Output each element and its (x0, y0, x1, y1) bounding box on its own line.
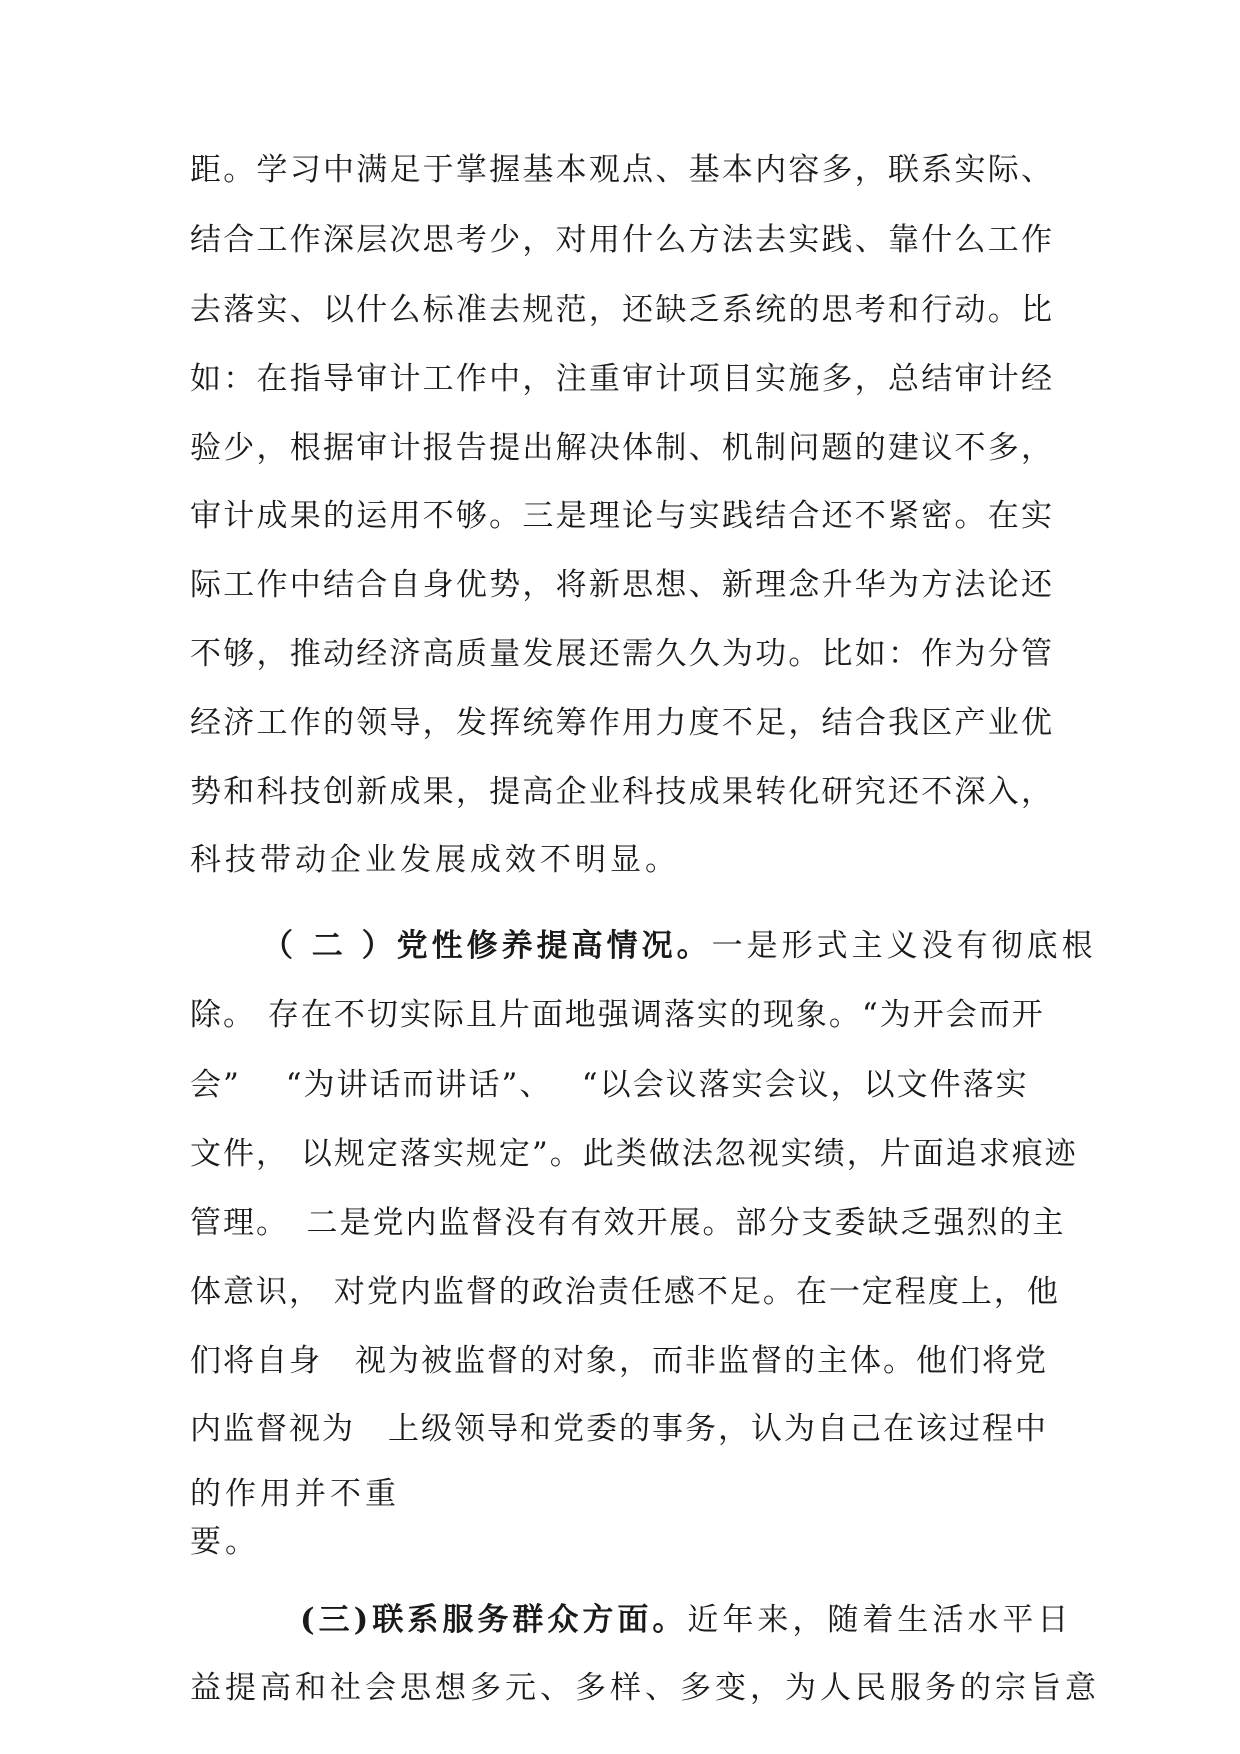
paragraph-line: 内监督视为 上级领导和党委的事务，认为自己在该过程中 (190, 1411, 1048, 1447)
paragraph-line: 如：在指导审计工作中，注重审计项目实施多，总结审计经 (190, 361, 1052, 397)
paragraph-line: 会” “为讲话而讲话”、 “以会议落实会议，以文件落实 (190, 1067, 1029, 1103)
paragraph-line: 经济工作的领导，发挥统筹作用力度不足，结合我区产业优 (190, 705, 1052, 741)
paragraph-line: 结合工作深层次思考少，对用什么方法去实践、靠什么工作 (190, 222, 1052, 258)
paragraph-line: 势和科技创新成果，提高企业科技成果转化研究还不深入， (190, 774, 1052, 810)
paragraph-line: 益提高和社会思想多元、多样、多变，为人民服务的宗旨意 (190, 1670, 1100, 1706)
paragraph-line: 文件， 以规定落实规定”。此类做法忽视实绩，片面追求痕迹 (190, 1136, 1078, 1172)
paragraph-line: 除。 存在不切实际且片面地强调落实的现象。“为开会而开 (190, 997, 1045, 1033)
paragraph-line: 际工作中结合自身优势，将新思想、新理念升华为方法论还 (190, 567, 1052, 603)
paragraph-line: 的作用并不重 (190, 1476, 400, 1512)
paragraph-line: 不够，推动经济高质量发展还需久久为功。比如：作为分管 (190, 636, 1052, 672)
section-heading-line (300, 1592, 1072, 1648)
paragraph-line: 审计成果的运用不够。三是理论与实践结合还不紧密。在实 (190, 498, 1052, 534)
section-heading: （ 二 ）党性修养提高情况。 (262, 928, 712, 964)
paragraph-line: 距。学习中满足于掌握基本观点、基本内容多，联系实际、 (190, 152, 1052, 188)
heading-continuation: 近年来，随着生活水平日 (687, 1602, 1073, 1638)
paragraph-line: 们将自身 视为被监督的对象，而非监督的主体。他们将党 (190, 1343, 1048, 1379)
paragraph-line: 体意识， 对党内监督的政治责任感不足。在一定程度上，他 (190, 1274, 1060, 1310)
paragraph-line: 管理。 二是党内监督没有有效开展。部分支委缺乏强烈的主 (190, 1205, 1066, 1241)
paragraph-line: 要。 (190, 1524, 260, 1560)
section-heading-line (262, 918, 1097, 974)
heading-continuation: 一是形式主义没有彻底根 (711, 928, 1097, 964)
paragraph-line: 去落实、以什么标准去规范，还缺乏系统的思考和行动。比 (190, 292, 1052, 328)
paragraph-line: 验少，根据审计报告提出解决体制、机制问题的建议不多， (190, 430, 1052, 466)
section-heading: (三)联系服务群众方面。 (300, 1602, 688, 1638)
paragraph-line: 科技带动企业发展成效不明显。 (190, 842, 680, 878)
